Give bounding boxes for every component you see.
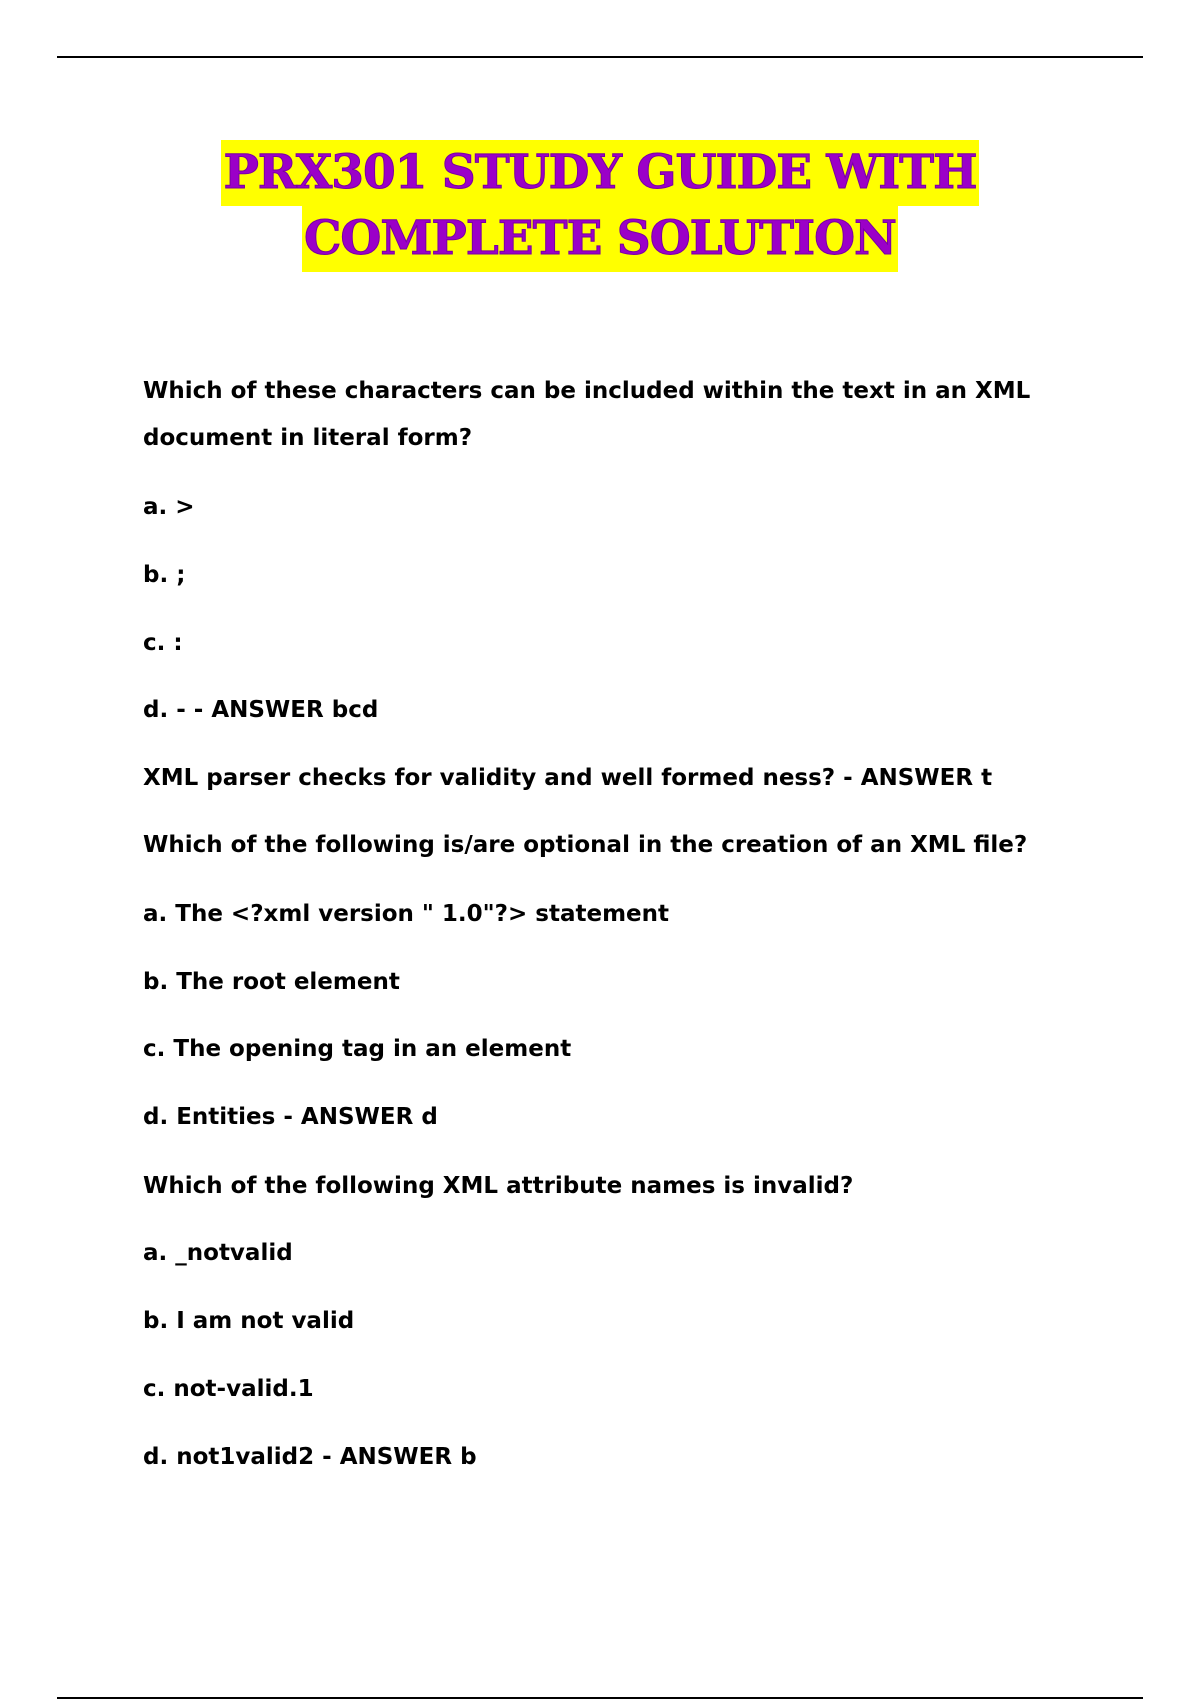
question-1-option-b: b. ; [143,562,186,588]
question-3-option-b: b. The root element [143,969,400,995]
question-1-option-d-answer: d. - - ANSWER bcd [143,697,379,723]
question-1-option-a: a. > [143,494,195,520]
question-2-text-answer: XML parser checks for validity and well formed ness? - ANSWER t [143,765,993,791]
question-3-text: Which of the following is/are optional in the creation of an XML file? [143,832,1028,858]
question-1-text-cont: document in literal form? [143,425,473,451]
question-4-option-b: b. I am not valid [143,1308,355,1334]
question-3-option-d-answer: d. Entities - ANSWER d [143,1104,438,1130]
question-4-option-d-answer: d. not1valid2 - ANSWER b [143,1444,477,1470]
title-line-2: COMPLETE SOLUTION [302,206,898,272]
question-4-text: Which of the following XML attribute names is invalid? [143,1173,854,1199]
question-1-option-c: c. : [143,630,183,656]
question-4-option-c: c. not-valid.1 [143,1376,314,1402]
question-4-option-a: a. _notvalid [143,1240,293,1266]
question-1-text: Which of these characters can be included within the text in an XML [143,378,1031,404]
question-3-option-c: c. The opening tag in an element [143,1036,572,1062]
document-title [0,140,1200,272]
question-3-option-a: a. The <?xml version " 1.0"?> statement [143,901,670,927]
bottom-rule [57,1697,1143,1699]
title-line-1: PRX301 STUDY GUIDE WITH [221,140,978,206]
top-rule [57,56,1143,58]
